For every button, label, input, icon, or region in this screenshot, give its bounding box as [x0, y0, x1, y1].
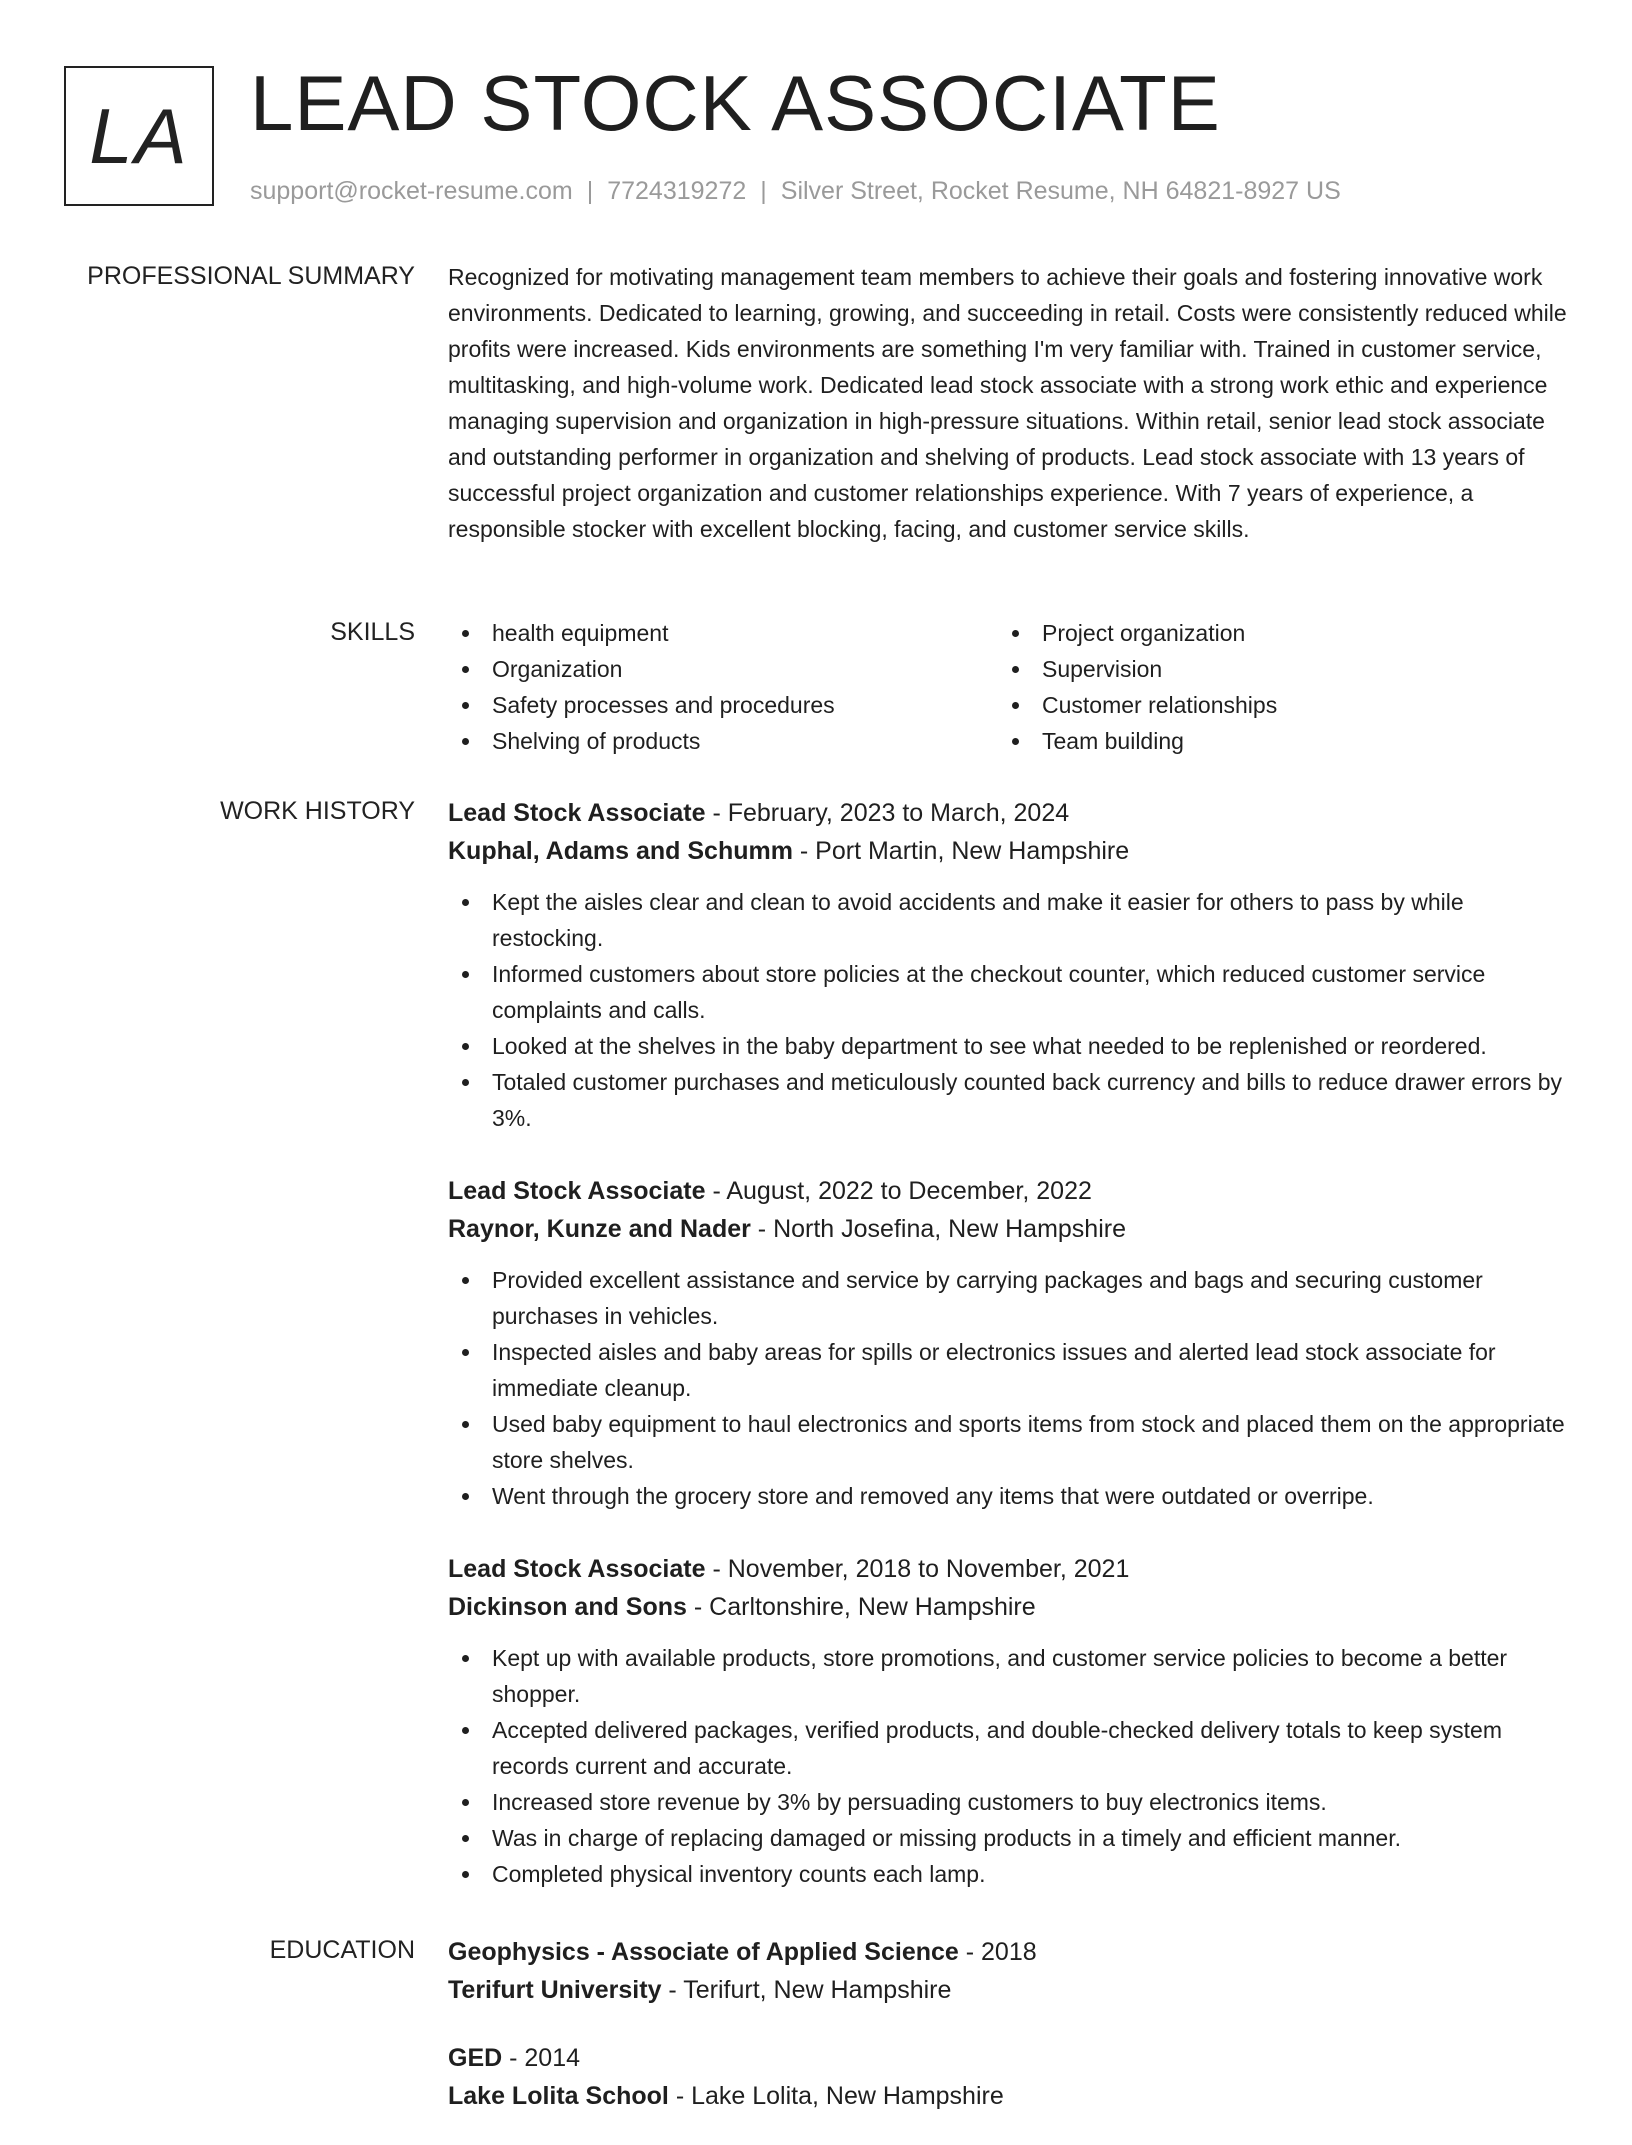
job-bullet: Inspected aisles and baby areas for spills or electronics issues and alerted lead stock associate for immediate cleanup. — [448, 1334, 1570, 1406]
section-heading-summary: PROFESSIONAL SUMMARY — [87, 262, 415, 290]
job-bullet: Looked at the shelves in the baby department to see what needed to be replenished or reordered. — [448, 1028, 1570, 1064]
job-bullet: Kept the aisles clear and clean to avoid accidents and make it easier for others to pass by while restocking. — [448, 884, 1570, 956]
skill-item: Safety processes and procedures — [448, 687, 998, 723]
skill-item: Shelving of products — [448, 723, 998, 759]
job-title-line — [448, 1172, 1570, 1210]
page-title: LEAD STOCK ASSOCIATE — [250, 59, 1221, 147]
skill-item: health equipment — [448, 615, 998, 651]
job-dates: - November, 2018 to November, 2021 — [705, 1555, 1130, 1583]
education-year: - 2018 — [958, 1938, 1037, 1966]
section-heading-education: EDUCATION — [269, 1936, 415, 1964]
section-heading-work-history: WORK HISTORY — [220, 797, 415, 825]
job-bullet: Kept up with available products, store promotions, and customer service policies to become a better shopper. — [448, 1640, 1570, 1712]
education-degree: GED — [448, 2044, 503, 2072]
job-title: Lead Stock Associate — [448, 799, 706, 827]
job-bullet: Accepted delivered packages, verified products, and double-checked delivery totals to keep system records current and accurate. — [448, 1712, 1570, 1784]
job-location: - Port Martin, New Hampshire — [792, 837, 1130, 865]
job-title-line — [448, 1550, 1570, 1588]
skill-item: Supervision — [998, 651, 1548, 687]
job-bullets — [448, 1262, 1570, 1514]
job-company: Dickinson and Sons — [448, 1593, 687, 1621]
job-bullet: Went through the grocery store and removed any items that were outdated or overripe. — [448, 1478, 1570, 1514]
summary-text: Recognized for motivating management team members to achieve their goals and fostering innovative work environments. Dedicated to learning, growing, and succeeding in retail. Costs were consistently reduced while profits were increased. Kids environments are something I'm very familiar with. Trained in customer service, multitasking, and high-volume work. Dedicated lead stock associate with a strong work ethic and experience managing supervision and organization in high-pressure situations. Within retail, senior lead stock associate and outstanding performer in organization and shelving of products. Lead stock associate with 13 years of successful project organization and customer relationships experience. With 7 years of experience, a responsible stocker with excellent blocking, facing, and customer service skills. — [448, 264, 1567, 542]
job-bullet: Increased store revenue by 3% by persuading customers to buy electronics items. — [448, 1784, 1570, 1820]
education-degree-line — [448, 2039, 1570, 2077]
skill-item: Project organization — [998, 615, 1548, 651]
education-location: - Lake Lolita, New Hampshire — [668, 2082, 1004, 2110]
job-bullet: Informed customers about store policies at the checkout counter, which reduced customer service complaints and calls. — [448, 956, 1570, 1028]
job-company: Raynor, Kunze and Nader — [448, 1215, 751, 1243]
skill-item: Organization — [448, 651, 998, 687]
contact-address: Silver Street, Rocket Resume, NH 64821-8927 US — [780, 177, 1341, 205]
job-entry — [448, 1550, 1570, 1892]
education-degree: Geophysics - Associate of Applied Science — [448, 1938, 959, 1966]
education-school: Terifurt University — [448, 1976, 662, 2004]
education-entry — [448, 1933, 1570, 2009]
education-degree-line — [448, 1933, 1570, 1971]
education-school-line — [448, 1971, 1570, 2009]
contact-phone: 7724319272 — [607, 177, 747, 205]
job-company-line — [448, 1588, 1570, 1626]
job-bullet: Provided excellent assistance and service by carrying packages and bags and securing customer purchases in vehicles. — [448, 1262, 1570, 1334]
job-title: Lead Stock Associate — [448, 1177, 706, 1205]
job-entry — [448, 1172, 1570, 1514]
skill-item: Team building — [998, 723, 1548, 759]
education-entry — [448, 2039, 1570, 2115]
contact-email: support@rocket-resume.com — [250, 177, 573, 205]
contact-separator: | — [760, 177, 767, 205]
skills-list — [448, 615, 1570, 759]
job-bullet: Completed physical inventory counts each lamp. — [448, 1856, 1570, 1892]
education-school: Lake Lolita School — [448, 2082, 669, 2110]
job-title: Lead Stock Associate — [448, 1555, 706, 1583]
job-company-line — [448, 832, 1570, 870]
job-bullet: Used baby equipment to haul electronics and sports items from stock and placed them on the appropriate store shelves. — [448, 1406, 1570, 1478]
contact-separator: | — [586, 177, 594, 205]
education-location: - Terifurt, New Hampshire — [661, 1976, 952, 2004]
job-dates: - August, 2022 to December, 2022 — [705, 1177, 1092, 1205]
job-location: - Carltonshire, New Hampshire — [686, 1593, 1036, 1621]
contact-line — [250, 174, 1341, 208]
job-bullets — [448, 884, 1570, 1136]
job-company: Kuphal, Adams and Schumm — [448, 837, 793, 865]
job-location: - North Josefina, New Hampshire — [750, 1215, 1126, 1243]
job-bullet: Was in charge of replacing damaged or missing products in a timely and efficient manner. — [448, 1820, 1570, 1856]
section-heading-skills: SKILLS — [330, 618, 415, 646]
job-company-line — [448, 1210, 1570, 1248]
skill-item: Customer relationships — [998, 687, 1548, 723]
job-entry — [448, 794, 1570, 1136]
education-year: - 2014 — [502, 2044, 581, 2072]
job-dates: - February, 2023 to March, 2024 — [705, 799, 1070, 827]
education-school-line — [448, 2077, 1570, 2115]
job-title-line — [448, 794, 1570, 832]
job-bullets — [448, 1640, 1570, 1892]
job-bullet: Totaled customer purchases and meticulously counted back currency and bills to reduce drawer errors by 3%. — [448, 1064, 1570, 1136]
monogram-badge: LA — [64, 66, 214, 206]
